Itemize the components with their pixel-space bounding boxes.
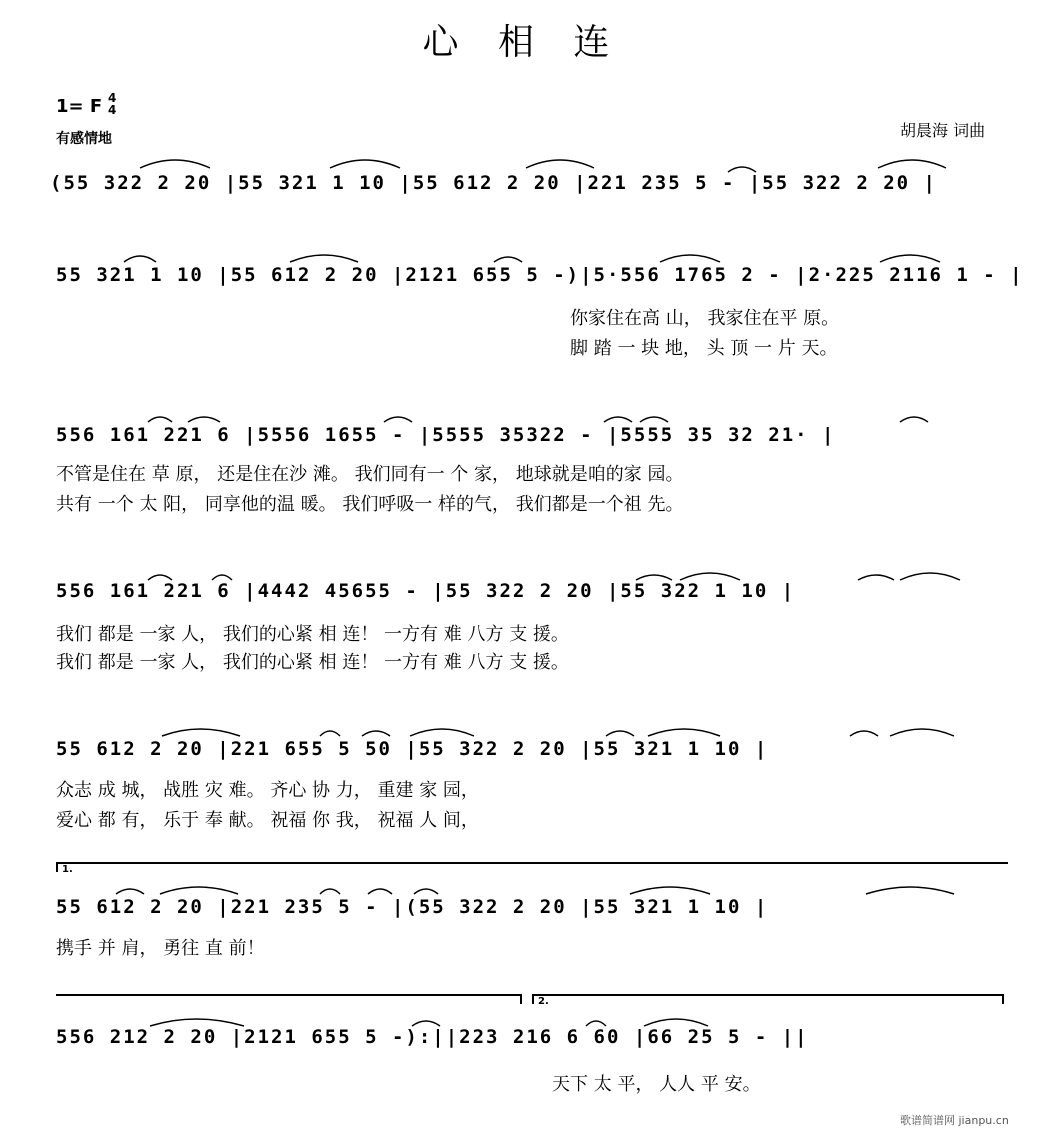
slur [116, 889, 144, 894]
slur [362, 731, 390, 736]
slur [526, 160, 594, 168]
slur [900, 417, 928, 422]
slur [140, 160, 210, 168]
slur [858, 575, 894, 580]
lyric-row-3-verse-1: 不管是住在 草 原， 还是住在沙 滩。 我们同有一 个 家， 地球就是咱的家 园。 [56, 464, 684, 485]
slur [878, 160, 946, 168]
lyric-row-2-verse-1: 你家住在高 山， 我家住在平 原。 [570, 308, 840, 329]
lyric-row-4-verse-1: 我们 都是 一家 人， 我们的心紧 相 连！ 一方有 难 八方 支 援。 [56, 624, 569, 645]
slur [606, 731, 634, 736]
slur [148, 575, 172, 580]
notation-row-4: 556 161 221 6 |4442 45655 - |55 322 2 20 |55 322 1 10 | [56, 580, 796, 602]
slur [636, 575, 672, 580]
slur [586, 1021, 606, 1026]
slur [630, 887, 710, 894]
slur [494, 257, 522, 262]
notation-row-2: 55 321 1 10 |55 612 2 20 |2121 655 5 -)|5·556 1765 2 - |2·225 2116 1 - | [56, 264, 1024, 286]
slur [160, 887, 238, 894]
notation-row-6: 55 612 2 20 |221 235 5 - |(55 322 2 20 |55 321 1 10 | [56, 896, 769, 918]
time-signature-top: 4 [108, 91, 117, 105]
lyric-row-7-verse-1: 天下 太 平， 人人 平 安。 [552, 1074, 761, 1095]
key-signature: 1= F [56, 96, 103, 117]
slur [330, 160, 400, 168]
slur [188, 417, 220, 422]
time-signature-bottom: 4 [108, 103, 117, 117]
lyric-row-5-verse-1: 众志 成 城， 战胜 灾 难。 齐心 协 力， 重建 家 园， [56, 780, 479, 801]
slur [212, 575, 232, 580]
slur [148, 417, 172, 422]
song-title: 心 相 连 [422, 22, 624, 63]
slur [644, 1019, 708, 1026]
slur [412, 1021, 440, 1026]
slur [850, 731, 878, 736]
tempo-marking: 有感情地 [56, 131, 112, 147]
watermark: 歌谱简谱网 jianpu.cn [900, 1114, 1009, 1127]
slur [410, 729, 474, 736]
lyric-row-6-verse-1: 携手 并 肩， 勇往 直 前！ [56, 938, 265, 959]
slur [384, 417, 412, 422]
lyric-row-2-verse-2: 脚 踏 一 块 地， 头 顶 一 片 天。 [570, 338, 838, 359]
slur [320, 889, 340, 894]
volta-1-label: 1. [62, 864, 73, 875]
lyric-row-5-verse-2: 爱心 都 有， 乐于 奉 献。 祝福 你 我， 祝福 人 间， [56, 810, 479, 831]
lyric-row-3-verse-2: 共有 一个 太 阳， 同享他的温 暖。 我们呼吸一 样的气， 我们都是一个祖 先。 [56, 494, 684, 515]
slur [290, 255, 358, 262]
slur [604, 417, 632, 422]
notation-row-7: 556 212 2 20 |2121 655 5 -):||223 216 6 60 |66 25 5 - || [56, 1026, 809, 1048]
notation-row-5: 55 612 2 20 |221 655 5 50 |55 322 2 20 |55 321 1 10 | [56, 738, 769, 760]
volta-2-label: 2. [538, 996, 549, 1007]
slur [890, 729, 954, 736]
lyric-row-4-verse-2: 我们 都是 一家 人， 我们的心紧 相 连！ 一方有 难 八方 支 援。 [56, 652, 569, 673]
slur [368, 889, 392, 894]
slur [680, 573, 740, 580]
slur [640, 417, 668, 422]
slur [162, 729, 240, 736]
notation-row-3: 556 161 221 6 |5556 1655 - |5555 35322 - |5555 35 32 21· | [56, 424, 836, 446]
slur [124, 256, 156, 262]
notation-row-1: (55 322 2 20 |55 321 1 10 |55 612 2 20 |221 235 5 - |55 322 2 20 | [50, 172, 937, 194]
slur [866, 887, 954, 894]
slur [728, 167, 756, 172]
slur [414, 889, 438, 894]
slur [660, 255, 720, 262]
slur [900, 573, 960, 580]
slur [320, 731, 340, 736]
slur [880, 255, 940, 262]
composer-credit: 胡晨海 词曲 [900, 121, 986, 140]
slur [648, 729, 720, 736]
slur [150, 1019, 244, 1026]
